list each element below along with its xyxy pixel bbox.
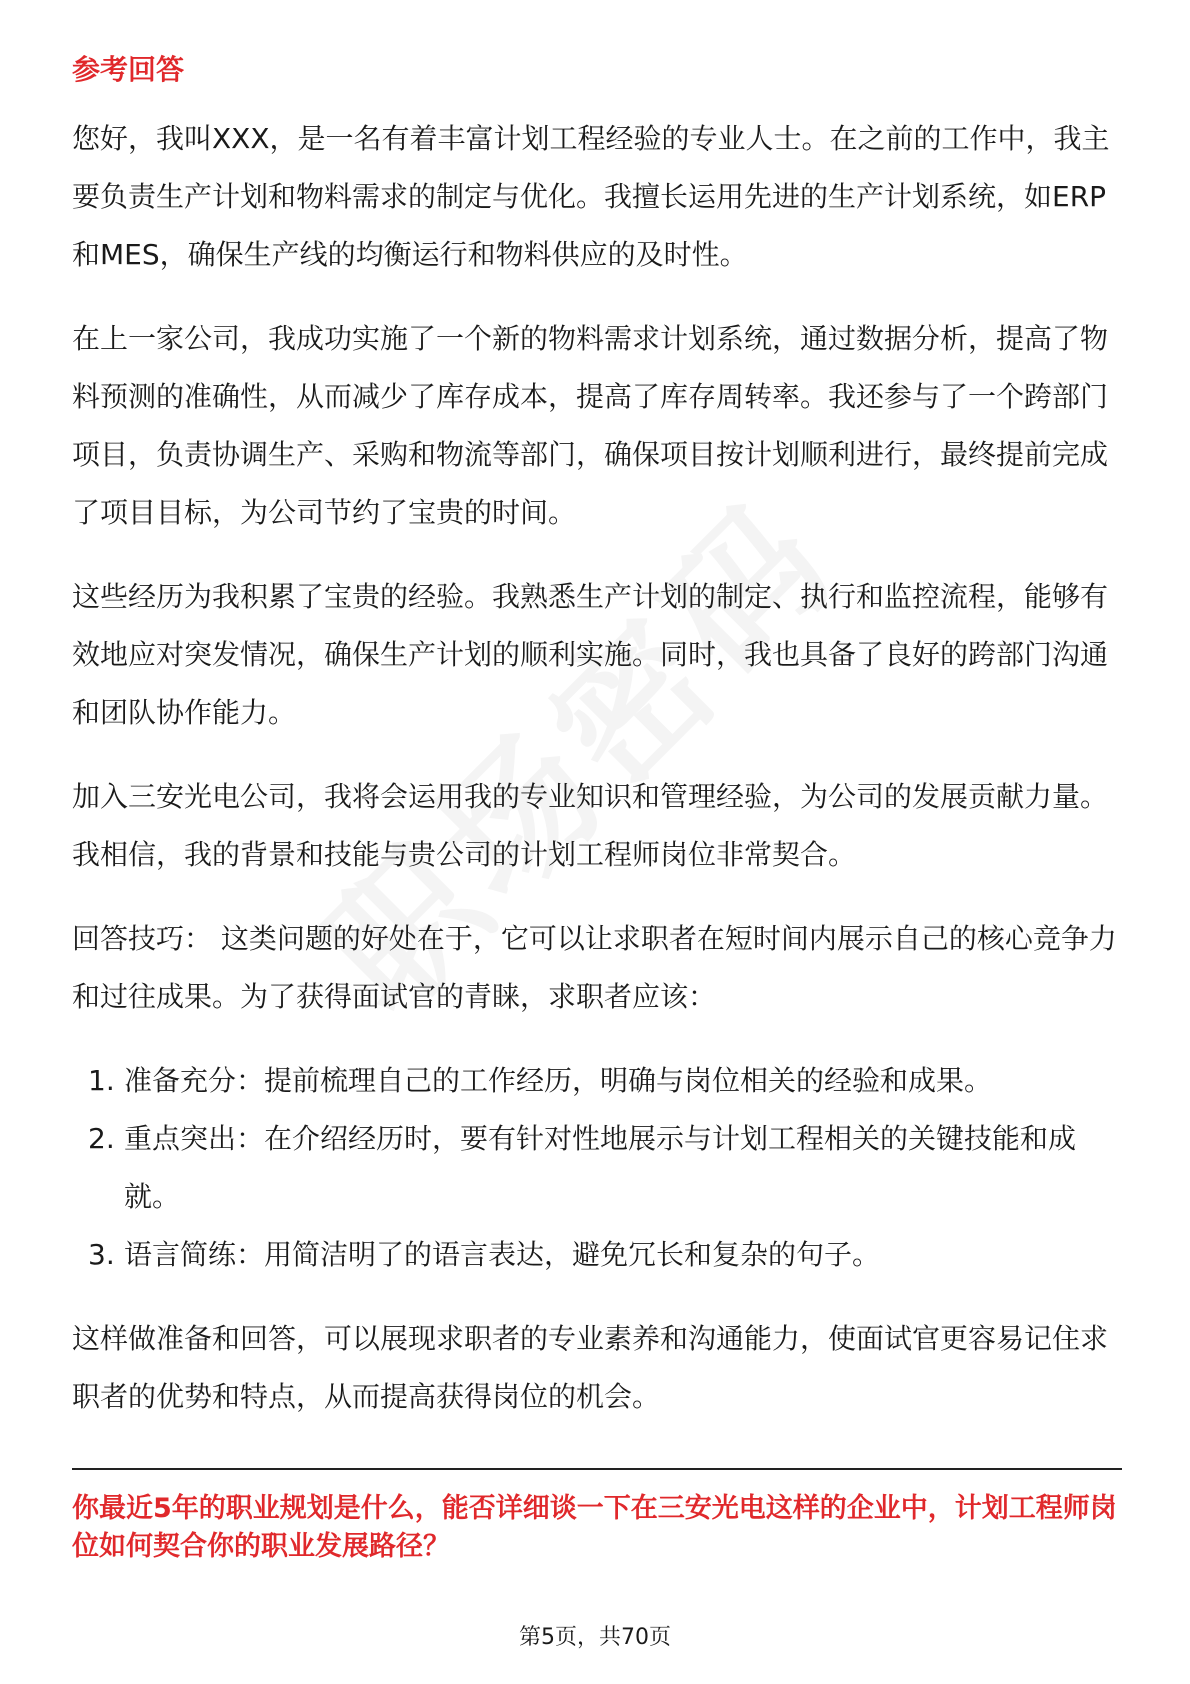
answer-paragraph-1: 您好，我叫XXX，是一名有着丰富计划工程经验的专业人士。在之前的工作中，我主要负责生产计划和物料需求的制定与优化。我擅长运用先进的生产计划系统，如ERP和MES，确保生产线的均衡运行和物料供应的及时性。 bbox=[72, 122, 1110, 271]
list-number: 2. bbox=[88, 1122, 115, 1155]
answer-paragraph-3: 这些经历为我积累了宝贵的经验。我熟悉生产计划的制定、执行和监控流程，能够有效地应对突发情况，确保生产计划的顺利实施。同时，我也具备了良好的跨部门沟通和团队协作能力。 bbox=[72, 580, 1109, 729]
tips-intro: 回答技巧： 这类问题的好处在于，它可以让求职者在短时间内展示自己的核心竞争力和过往成果。为了获得面试官的青睐，求职者应该： bbox=[72, 922, 1117, 1013]
answer-paragraph-2: 在上一家公司，我成功实施了一个新的物料需求计划系统，通过数据分析，提高了物料预测的准确性，从而减少了库存成本，提高了库存周转率。我还参与了一个跨部门项目，负责协调生产、采购和物流等部门，确保项目按计划顺利进行，最终提前完成了项目目标，为公司节约了宝贵的时间。 bbox=[72, 322, 1109, 529]
answer-paragraph-4: 加入三安光电公司，我将会运用我的专业知识和管理经验，为公司的发展贡献力量。我相信，我的背景和技能与贵公司的计划工程师岗位非常契合。 bbox=[72, 780, 1109, 871]
list-item bbox=[72, 1052, 1122, 1110]
list-number: 1. bbox=[88, 1064, 115, 1097]
conclusion-paragraph: 这样做准备和回答，可以展现求职者的专业素养和沟通能力，使面试官更容易记住求职者的优势和特点，从而提高获得岗位的机会。 bbox=[72, 1322, 1109, 1413]
divider bbox=[72, 1468, 1122, 1470]
page-number: 第5页，共70页 bbox=[519, 1625, 671, 1650]
section-title: 参考回答 bbox=[72, 53, 185, 86]
list-item bbox=[72, 1110, 1122, 1226]
list-text: 语言简练：用简洁明了的语言表达，避免冗长和复杂的句子。 bbox=[124, 1238, 881, 1271]
document-body bbox=[72, 50, 1122, 1566]
tips-list bbox=[72, 1052, 1122, 1284]
list-text: 准备充分：提前梳理自己的工作经历，明确与岗位相关的经验和成果。 bbox=[124, 1064, 993, 1097]
list-item bbox=[72, 1226, 1122, 1284]
list-text: 重点突出：在介绍经历时，要有针对性地展示与计划工程相关的关键技能和成就。 bbox=[124, 1122, 1077, 1213]
list-number: 3. bbox=[88, 1238, 115, 1271]
next-question: 你最近5年的职业规划是什么，能否详细谈一下在三安光电这样的企业中，计划工程师岗位如何契合你的职业发展路径？ bbox=[72, 1493, 1117, 1562]
